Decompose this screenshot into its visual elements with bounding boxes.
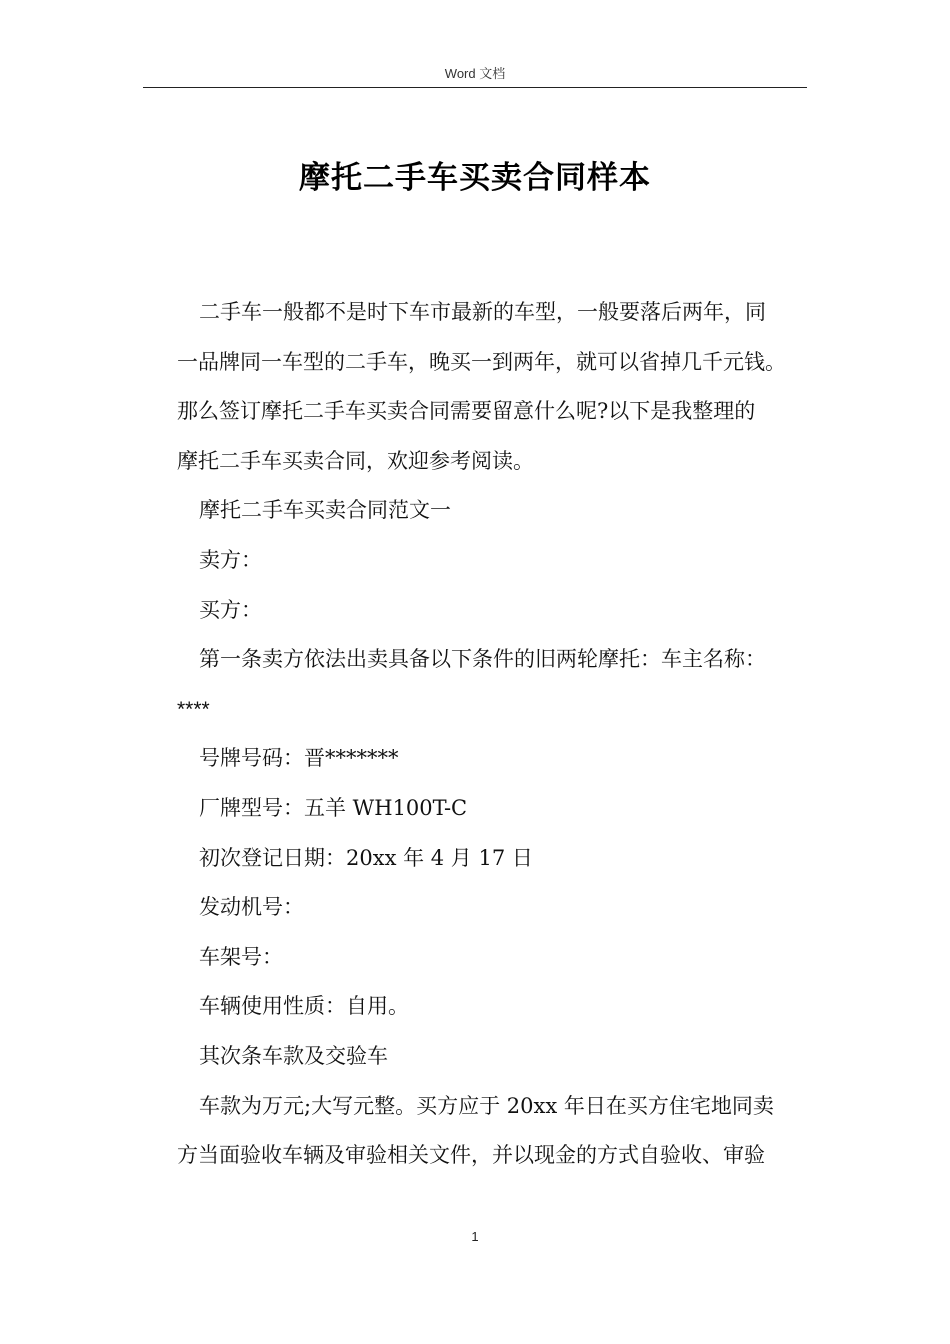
paragraph-line: 一品牌同一车型的二手车，晚买一到两年，就可以省掉几千元钱。 bbox=[177, 349, 786, 374]
document-title: 摩托二手车买卖合同样本 bbox=[299, 160, 651, 196]
page-number: 1 bbox=[471, 1229, 479, 1244]
registration-date-field: 初次登记日期：20xx 年 4 月 17 日 bbox=[199, 845, 533, 870]
header-divider bbox=[143, 87, 807, 88]
paragraph-line: 那么签订摩托二手车买卖合同需要留意什么呢?以下是我整理的 bbox=[177, 399, 756, 424]
paragraph-line: 车款为万元;大写元整。买方应于 20xx 年日在买方住宅地同卖 bbox=[199, 1093, 774, 1118]
buyer-field: 买方： bbox=[199, 597, 262, 622]
plate-number-field: 号牌号码：晋******* bbox=[199, 746, 399, 771]
seller-field: 卖方： bbox=[199, 547, 262, 572]
clause-heading: 其次条车款及交验车 bbox=[199, 1043, 388, 1068]
model-field: 厂牌型号：五羊 WH100T-C bbox=[199, 795, 468, 820]
owner-name-value: **** bbox=[177, 697, 210, 721]
section-heading: 摩托二手车买卖合同范文一 bbox=[199, 498, 451, 523]
document-body bbox=[177, 288, 817, 1181]
paragraph-line: 方当面验收车辆及审验相关文件，并以现金的方式自验收、审验 bbox=[177, 1143, 765, 1168]
clause-line: 第一条卖方依法出卖具备以下条件的旧两轮摩托：车主名称： bbox=[199, 647, 766, 672]
paragraph-line: 二手车一般都不是时下车市最新的车型，一般要落后两年，同 bbox=[199, 300, 766, 324]
page-header-label: Word 文档 bbox=[444, 66, 506, 81]
engine-number-field: 发动机号： bbox=[199, 895, 304, 920]
paragraph-line: 摩托二手车买卖合同，欢迎参考阅读。 bbox=[177, 448, 534, 473]
frame-number-field: 车架号： bbox=[199, 944, 283, 969]
usage-field: 车辆使用性质：自用。 bbox=[199, 994, 409, 1019]
